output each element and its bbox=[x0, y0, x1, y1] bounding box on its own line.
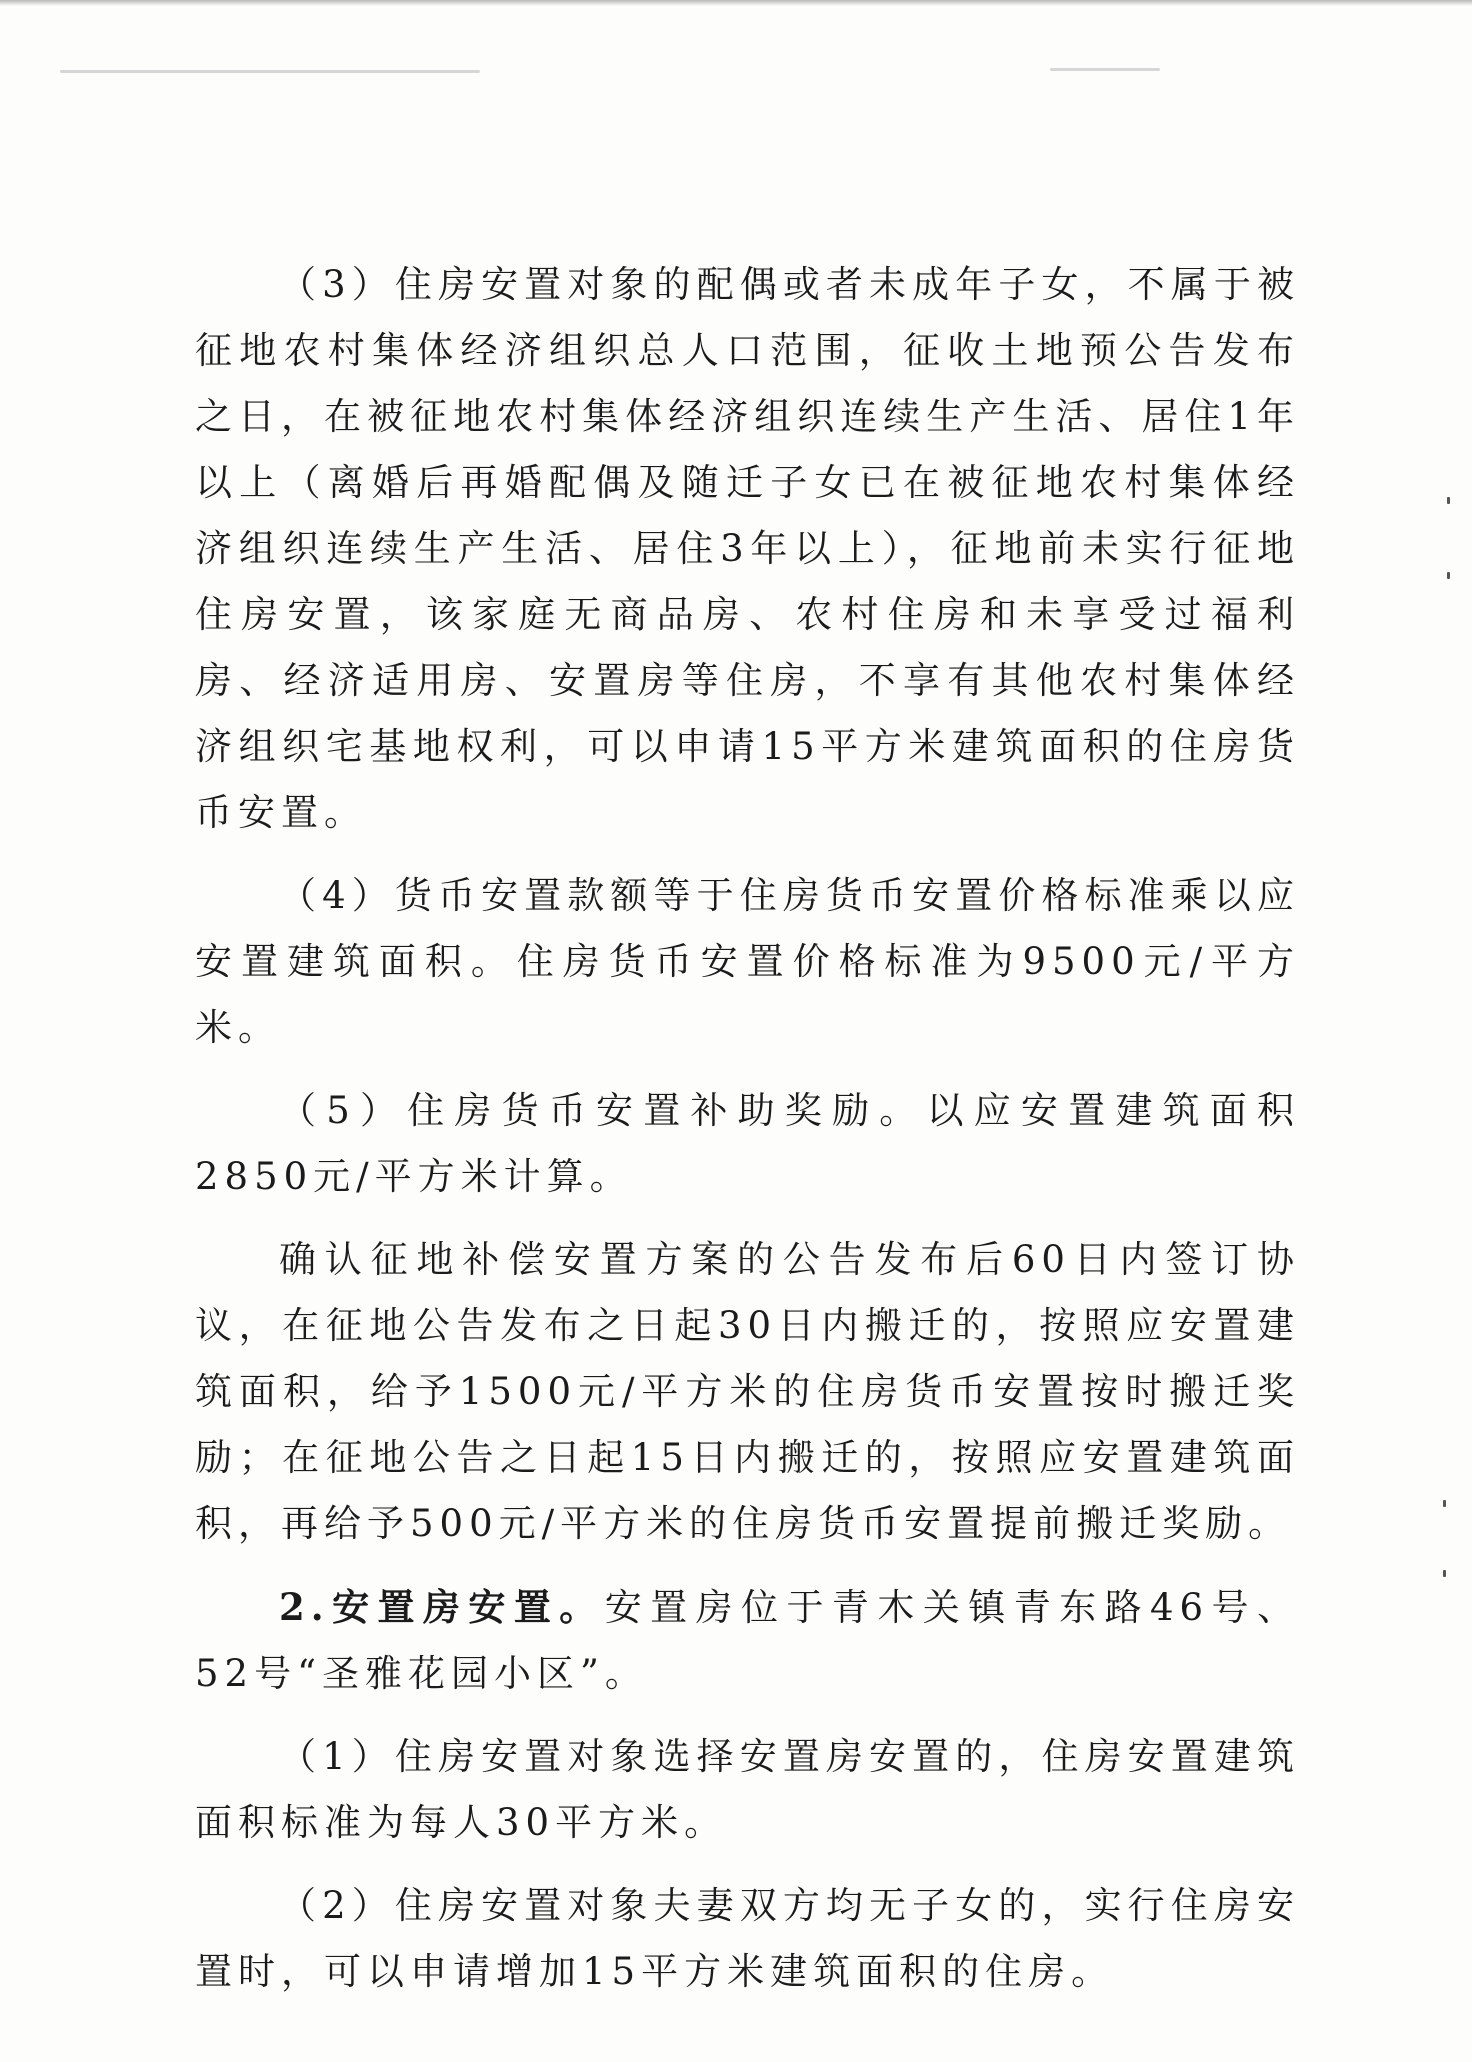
document-page bbox=[195, 252, 1300, 2022]
paragraph-resettlement-housing bbox=[195, 1574, 1300, 1707]
scan-dot bbox=[1443, 1500, 1446, 1507]
paragraph-childless-couple: （2）住房安置对象夫妻双方均无子女的，实行住房安置时，可以申请增加15平方米建筑面积的住房。 bbox=[195, 1884, 1300, 1993]
scan-artifact bbox=[60, 70, 480, 73]
scan-dot bbox=[1443, 1570, 1446, 1577]
scan-edge-shadow bbox=[0, 0, 1472, 6]
paragraph-subsidy-reward: （5）住房货币安置补助奖励。以应安置建筑面积2850元/平方米计算。 bbox=[195, 1089, 1300, 1198]
scan-dot bbox=[1447, 497, 1450, 504]
section-heading: 2.安置房安置。 bbox=[279, 1585, 605, 1629]
paragraph-area-standard: （1）住房安置对象选择安置房安置的，住房安置建筑面积标准为每人30平方米。 bbox=[195, 1735, 1300, 1844]
paragraph-compensation-amount: （4）货币安置款额等于住房货币安置价格标准乘以应安置建筑面积。住房货币安置价格标准为9500元/平方米。 bbox=[195, 874, 1300, 1049]
paragraph-spouse-children: （3）住房安置对象的配偶或者未成年子女，不属于被征地农村集体经济组织总人口范围，征收土地预公告发布之日，在被征地农村集体经济组织连续生产生活、居住1年以上（离婚后再婚配偶及随迁子女已在被征地农村集体经济组织连续生产生活、居住3年以上），征地前未实行征地住房安置，该家庭无商品房、农村住房和未享受过福利房、经济适用房、安置房等住房，不享有其他农村集体经济组织宅基地权利，可以申请15平方米建筑面积的住房货币安置。 bbox=[195, 263, 1300, 834]
section-body: 安置房位于青木关镇青东路46号、52号“圣雅花园小区”。 bbox=[195, 1586, 1300, 1695]
scan-dot bbox=[1447, 572, 1450, 579]
scan-artifact bbox=[1050, 68, 1160, 71]
paragraph-relocation-bonus: 确认征地补偿安置方案的公告发布后60日内签订协议，在征地公告发布之日起30日内搬迁的，按照应安置建筑面积，给予1500元/平方米的住房货币安置按时搬迁奖励；在征地公告之日起15日内搬迁的，按照应安置建筑面积，再给予500元/平方米的住房货币安置提前搬迁奖励。 bbox=[195, 1238, 1300, 1545]
